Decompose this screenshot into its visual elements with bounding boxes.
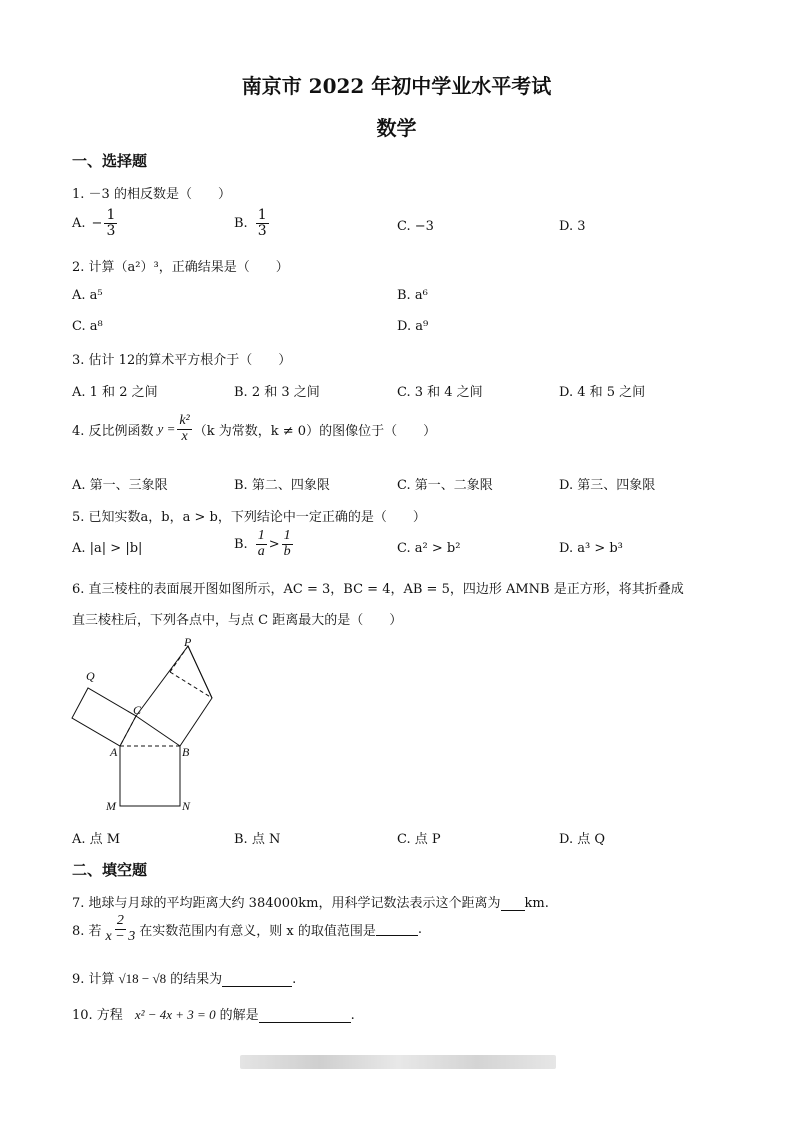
q6-option-c: C. 点 P xyxy=(397,832,441,847)
prism-net-figure xyxy=(60,634,230,819)
q1-option-a xyxy=(72,208,119,238)
label-a: A xyxy=(110,745,118,759)
q4-fraction: $\frac{\text{k²}}{x}$ xyxy=(179,413,190,444)
label-c: C xyxy=(133,703,142,717)
question-3: 3. 估计 12的算术平方根介于（ ） xyxy=(72,353,292,368)
q7-text: 7. 地球与月球的平均距离大约 384000km，用科学记数法表示这个距离为 xyxy=(72,896,501,911)
q2-option-b: B. a⁶ xyxy=(397,288,428,303)
q4-option-d: D. 第三、四象限 xyxy=(559,478,656,493)
q9-prefix: 9. 计算 xyxy=(72,972,115,987)
q5-option-d: D. a³ > b³ xyxy=(559,541,623,556)
q7-answer-blank xyxy=(501,898,525,911)
question-9 xyxy=(72,968,296,987)
q10-prefix: 10. 方程 xyxy=(72,1008,123,1023)
page-title: 南京市 2022 年初中学业水平考试 xyxy=(241,74,552,98)
question-7 xyxy=(72,892,549,911)
question-6-line-1: 6. 直三棱柱的表面展开图如图所示，AC = 3，BC = 4，AB = 5，四边形 AMNB 是正方形，将其折叠成 xyxy=(72,582,684,597)
label-q: Q xyxy=(86,669,95,683)
label-m: M xyxy=(106,799,116,813)
q2-option-d: D. a⁹ xyxy=(397,319,429,334)
q8-fraction: $\frac{2}{x - 3}$ xyxy=(105,913,136,944)
q2-option-a: A. a⁵ xyxy=(72,288,103,303)
q6-option-a: A. 点 M xyxy=(72,832,121,847)
question-2: 2. 计算（a²）³，正确结果是（ ） xyxy=(72,260,289,275)
q8-prefix: 8. 若 xyxy=(72,923,102,939)
question-4 xyxy=(72,414,436,444)
q8-answer-blank xyxy=(376,923,418,936)
question-1: 1. －3 的相反数是（ ） xyxy=(72,187,231,202)
q5-b-gt: > xyxy=(268,536,280,552)
q4-option-c: C. 第一、二象限 xyxy=(397,478,493,493)
q6-option-d: D. 点 Q xyxy=(559,832,606,847)
q5-option-b xyxy=(234,529,295,559)
q9-expression: √18 − √8 xyxy=(118,971,167,986)
face-ac xyxy=(72,688,136,746)
q1-option-c: C. −3 xyxy=(397,219,434,234)
face-bc xyxy=(136,646,212,746)
blurred-footer-watermark xyxy=(240,1055,556,1069)
q4-option-b: B. 第二、四象限 xyxy=(234,478,330,493)
question-10 xyxy=(72,1004,355,1023)
q7-unit: km. xyxy=(524,896,549,911)
q3-option-a: A. 1 和 2 之间 xyxy=(72,385,158,400)
q3-option-b: B. 2 和 3 之间 xyxy=(234,385,320,400)
q3-option-d: D. 4 和 5 之间 xyxy=(559,385,646,400)
q10-suffix: 的解是 xyxy=(219,1008,259,1023)
q1-option-d: D. 3 xyxy=(559,219,586,234)
label-b: B xyxy=(182,745,190,759)
q10-end: . xyxy=(350,1008,355,1023)
square-amnb xyxy=(120,746,180,806)
q1-a-sign: − xyxy=(91,215,103,231)
q5-option-a: A. |a| > |b| xyxy=(72,541,143,556)
question-8 xyxy=(72,914,422,944)
q3-option-c: C. 3 和 4 之间 xyxy=(397,385,483,400)
question-6-line-2: 直三棱柱后，下列各点中，与点 C 距离最大的是（ ） xyxy=(72,613,403,628)
q1-a-label: A. xyxy=(72,215,86,231)
subject-heading: 数学 xyxy=(376,116,417,140)
label-p: P xyxy=(184,635,192,649)
q6-option-b: B. 点 N xyxy=(234,832,281,847)
q5-option-c: C. a² > b² xyxy=(397,541,461,556)
q1-b-label: B. xyxy=(234,215,248,231)
q1-b-fraction: $\frac{1}{3}$ xyxy=(257,207,267,239)
q9-answer-blank xyxy=(222,974,292,987)
q9-suffix: 的结果为 xyxy=(170,972,223,987)
q10-expression: x² − 4x + 3 = 0 xyxy=(134,1007,216,1022)
q1-option-b xyxy=(234,208,271,238)
q4-option-a: A. 第一、三象限 xyxy=(72,478,168,493)
q2-option-c: C. a⁸ xyxy=(72,319,103,334)
q4-lhs: y = xyxy=(157,421,176,437)
section-heading-choice: 一、选择题 xyxy=(72,152,148,170)
section-heading-fill: 二、填空题 xyxy=(72,861,148,879)
q10-answer-blank xyxy=(259,1010,351,1023)
q9-end: . xyxy=(292,972,297,987)
q1-a-fraction: $\frac{1}{3}$ xyxy=(106,207,116,239)
label-n: N xyxy=(182,799,191,813)
q4-suffix: （k 为常数，k ≠ 0）的图像位于（ ） xyxy=(193,423,437,439)
q8-suffix: 在实数范围内有意义，则 x 的取值范围是 xyxy=(139,923,376,939)
q5-b-fraction-2: $\frac{1}{b}$ xyxy=(283,528,291,559)
question-5: 5. 已知实数a，b，a > b，下列结论中一定正确的是（ ） xyxy=(72,510,426,525)
q4-prefix: 4. 反比例函数 xyxy=(72,423,154,439)
q5-b-label: B. xyxy=(234,536,248,552)
q8-end: . xyxy=(417,921,422,937)
edge-cb xyxy=(136,716,180,746)
q5-b-fraction-1: $\frac{1}{a}$ xyxy=(257,528,265,559)
